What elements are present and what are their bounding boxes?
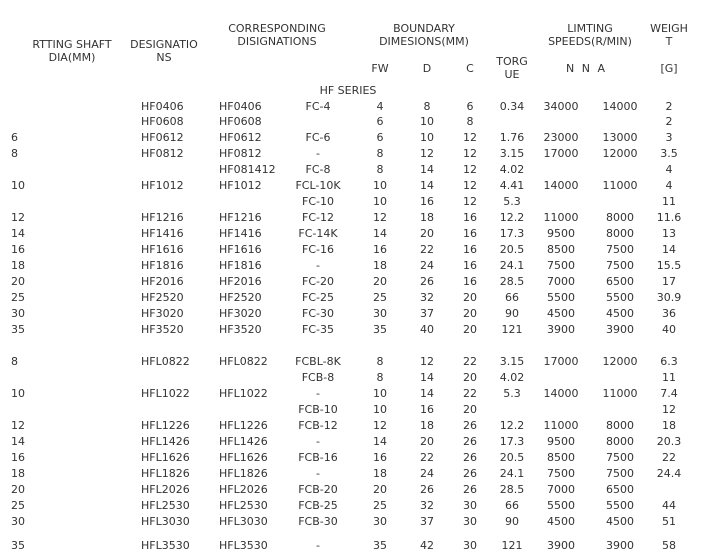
cell-s2: 7500 bbox=[606, 243, 634, 256]
header-torque-line2: UE bbox=[504, 68, 520, 81]
cell-s2: 13000 bbox=[602, 131, 638, 144]
cell-d: 26 bbox=[420, 275, 434, 288]
cell-torque: 5.3 bbox=[503, 195, 521, 208]
cell-corr1: HFL1226 bbox=[219, 419, 268, 432]
cell-corr2: FC-4 bbox=[305, 100, 331, 113]
cell-corr2: FC-25 bbox=[302, 291, 334, 304]
cell-corr2: FCB-12 bbox=[298, 419, 338, 432]
cell-w: 7.4 bbox=[660, 387, 678, 400]
cell-c: 22 bbox=[463, 355, 477, 368]
header-fw: FW bbox=[371, 62, 389, 75]
cell-corr2: FC-16 bbox=[302, 243, 334, 256]
cell-dia: 10 bbox=[11, 179, 25, 192]
header-designations-line2: NS bbox=[156, 51, 172, 64]
header-designations bbox=[124, 38, 204, 64]
cell-dia: 14 bbox=[11, 435, 25, 448]
cell-dia: 18 bbox=[11, 259, 25, 272]
cell-des: HF3020 bbox=[141, 307, 184, 320]
cell-dia: 12 bbox=[11, 419, 25, 432]
cell-dia: 20 bbox=[11, 275, 25, 288]
cell-fw: 10 bbox=[373, 179, 387, 192]
cell-fw: 25 bbox=[373, 499, 387, 512]
cell-corr1: HF081412 bbox=[219, 163, 276, 176]
cell-fw: 8 bbox=[376, 163, 384, 176]
cell-w: 14 bbox=[662, 243, 676, 256]
cell-torque: 4.41 bbox=[499, 179, 525, 192]
cell-c: 30 bbox=[463, 499, 477, 512]
cell-s2: 5500 bbox=[606, 291, 634, 304]
cell-corr1: HF1816 bbox=[219, 259, 262, 272]
header-torque-line1: TORG bbox=[496, 55, 528, 68]
cell-d: 18 bbox=[420, 419, 434, 432]
cell-corr2: FC-35 bbox=[302, 323, 334, 336]
series-label: HF SERIES bbox=[319, 84, 377, 97]
cell-c: 20 bbox=[463, 307, 477, 320]
header-corresponding bbox=[222, 22, 332, 48]
cell-des: HF1216 bbox=[141, 211, 184, 224]
header-weight-unit: [G] bbox=[660, 62, 678, 75]
cell-des: HFL1022 bbox=[141, 387, 190, 400]
cell-des: HF0612 bbox=[141, 131, 184, 144]
cell-des: HF2520 bbox=[141, 291, 184, 304]
cell-fw: 12 bbox=[373, 419, 387, 432]
cell-w: 36 bbox=[662, 307, 676, 320]
cell-w: 11.6 bbox=[656, 211, 682, 224]
cell-dia: 25 bbox=[11, 291, 25, 304]
cell-fw: 10 bbox=[373, 195, 387, 208]
cell-c: 30 bbox=[463, 539, 477, 552]
cell-s2: 11000 bbox=[602, 387, 638, 400]
cell-torque: 12.2 bbox=[499, 419, 525, 432]
cell-w: 22 bbox=[662, 451, 676, 464]
header-corresponding-line2: DISIGNATIONS bbox=[237, 35, 317, 48]
cell-s2: 14000 bbox=[602, 100, 638, 113]
cell-c: 26 bbox=[463, 419, 477, 432]
cell-dia: 35 bbox=[11, 323, 25, 336]
cell-corr1: HF0812 bbox=[219, 147, 262, 160]
cell-fw: 20 bbox=[373, 275, 387, 288]
cell-fw: 20 bbox=[373, 483, 387, 496]
cell-s2: 3900 bbox=[606, 539, 634, 552]
header-torque bbox=[490, 55, 534, 81]
cell-torque: 3.15 bbox=[499, 355, 525, 368]
cell-c: 16 bbox=[463, 227, 477, 240]
cell-torque: 20.5 bbox=[499, 243, 525, 256]
cell-w: 3 bbox=[665, 131, 673, 144]
cell-d: 37 bbox=[420, 515, 434, 528]
cell-corr2: - bbox=[316, 435, 320, 448]
cell-w: 30.9 bbox=[656, 291, 682, 304]
cell-corr2: - bbox=[316, 259, 320, 272]
header-boundary bbox=[372, 22, 476, 48]
cell-w: 51 bbox=[662, 515, 676, 528]
cell-d: 40 bbox=[420, 323, 434, 336]
header-speeds-line2: SPEEDS(R/MIN) bbox=[548, 35, 632, 48]
cell-w: 40 bbox=[662, 323, 676, 336]
cell-c: 16 bbox=[463, 259, 477, 272]
cell-s1: 8500 bbox=[547, 243, 575, 256]
cell-c: 12 bbox=[463, 195, 477, 208]
cell-w: 3.5 bbox=[660, 147, 678, 160]
cell-c: 20 bbox=[463, 323, 477, 336]
cell-s1: 5500 bbox=[547, 291, 575, 304]
cell-corr1: HFL1426 bbox=[219, 435, 268, 448]
header-d: D bbox=[422, 62, 432, 75]
cell-s1: 34000 bbox=[543, 100, 579, 113]
cell-s2: 8000 bbox=[606, 211, 634, 224]
cell-fw: 35 bbox=[373, 323, 387, 336]
cell-dia: 10 bbox=[11, 387, 25, 400]
cell-corr2: FCB-8 bbox=[301, 371, 335, 384]
cell-dia: 16 bbox=[11, 451, 25, 464]
cell-s2: 8000 bbox=[606, 227, 634, 240]
cell-corr2: - bbox=[316, 387, 320, 400]
cell-w: 20.3 bbox=[656, 435, 682, 448]
cell-corr2: - bbox=[316, 467, 320, 480]
cell-d: 22 bbox=[420, 451, 434, 464]
header-weight-line1: WEIGH bbox=[650, 22, 688, 35]
cell-s2: 8000 bbox=[606, 435, 634, 448]
cell-c: 26 bbox=[463, 435, 477, 448]
cell-d: 42 bbox=[420, 539, 434, 552]
cell-s2: 3900 bbox=[606, 323, 634, 336]
cell-des: HFL3530 bbox=[141, 539, 190, 552]
cell-fw: 16 bbox=[373, 451, 387, 464]
cell-corr2: FC-14K bbox=[298, 227, 338, 240]
cell-torque: 0.34 bbox=[499, 100, 525, 113]
cell-d: 14 bbox=[420, 179, 434, 192]
cell-des: HFL1826 bbox=[141, 467, 190, 480]
cell-des: HF0406 bbox=[141, 100, 184, 113]
cell-torque: 5.3 bbox=[503, 387, 521, 400]
cell-s2: 8000 bbox=[606, 419, 634, 432]
cell-corr2: FC-8 bbox=[305, 163, 331, 176]
cell-w: 4 bbox=[665, 179, 673, 192]
cell-torque: 1.76 bbox=[499, 131, 525, 144]
cell-d: 32 bbox=[420, 499, 434, 512]
cell-c: 22 bbox=[463, 387, 477, 400]
cell-fw: 8 bbox=[376, 147, 384, 160]
cell-s1: 4500 bbox=[547, 307, 575, 320]
cell-d: 24 bbox=[420, 467, 434, 480]
cell-torque: 17.3 bbox=[499, 435, 525, 448]
header-c: C bbox=[466, 62, 474, 75]
cell-dia: 16 bbox=[11, 243, 25, 256]
cell-corr2: - bbox=[316, 539, 320, 552]
cell-dia: 6 bbox=[11, 131, 18, 144]
cell-corr1: HF0406 bbox=[219, 100, 262, 113]
cell-des: HF0812 bbox=[141, 147, 184, 160]
cell-corr1: HFL1022 bbox=[219, 387, 268, 400]
cell-w: 58 bbox=[662, 539, 676, 552]
cell-c: 8 bbox=[466, 115, 474, 128]
cell-fw: 18 bbox=[373, 467, 387, 480]
cell-corr1: HF1416 bbox=[219, 227, 262, 240]
cell-corr2: FC-20 bbox=[302, 275, 334, 288]
cell-dia: 14 bbox=[11, 227, 25, 240]
cell-s1: 3900 bbox=[547, 323, 575, 336]
cell-fw: 14 bbox=[373, 227, 387, 240]
cell-torque: 4.02 bbox=[499, 371, 525, 384]
cell-des: HF1012 bbox=[141, 179, 184, 192]
cell-des: HFL0822 bbox=[141, 355, 190, 368]
cell-s2: 7500 bbox=[606, 467, 634, 480]
cell-des: HFL2026 bbox=[141, 483, 190, 496]
header-shaft-line2: DIA(MM) bbox=[48, 51, 96, 64]
cell-fw: 30 bbox=[373, 515, 387, 528]
cell-d: 20 bbox=[420, 227, 434, 240]
cell-d: 16 bbox=[420, 403, 434, 416]
cell-c: 30 bbox=[463, 515, 477, 528]
cell-s1: 14000 bbox=[543, 387, 579, 400]
cell-fw: 16 bbox=[373, 243, 387, 256]
cell-corr2: FCB-25 bbox=[298, 499, 338, 512]
cell-corr2: FCBL-8K bbox=[295, 355, 341, 368]
cell-fw: 10 bbox=[373, 387, 387, 400]
cell-dia: 8 bbox=[11, 355, 18, 368]
cell-d: 18 bbox=[420, 211, 434, 224]
cell-w: 4 bbox=[665, 163, 673, 176]
cell-s1: 3900 bbox=[547, 539, 575, 552]
cell-des: HFL1226 bbox=[141, 419, 190, 432]
cell-fw: 10 bbox=[373, 403, 387, 416]
header-corresponding-line1: CORRESPONDING bbox=[228, 22, 326, 35]
cell-c: 26 bbox=[463, 451, 477, 464]
cell-corr2: FCB-10 bbox=[298, 403, 338, 416]
cell-dia: 18 bbox=[11, 467, 25, 480]
cell-c: 16 bbox=[463, 243, 477, 256]
cell-w: 11 bbox=[662, 195, 676, 208]
cell-d: 20 bbox=[420, 435, 434, 448]
cell-torque: 90 bbox=[505, 515, 519, 528]
cell-d: 14 bbox=[420, 163, 434, 176]
cell-corr2: FCB-16 bbox=[298, 451, 338, 464]
cell-dia: 25 bbox=[11, 499, 25, 512]
cell-c: 26 bbox=[463, 467, 477, 480]
cell-s1: 7000 bbox=[547, 483, 575, 496]
cell-d: 10 bbox=[420, 115, 434, 128]
cell-corr2: FC-30 bbox=[302, 307, 334, 320]
cell-corr1: HF2520 bbox=[219, 291, 262, 304]
cell-torque: 4.02 bbox=[499, 163, 525, 176]
cell-torque: 121 bbox=[501, 539, 523, 552]
cell-corr1: HF0608 bbox=[219, 115, 262, 128]
cell-c: 20 bbox=[463, 291, 477, 304]
cell-torque: 24.1 bbox=[499, 467, 525, 480]
header-designations-line1: DESIGNATIO bbox=[130, 38, 198, 51]
cell-corr1: HFL2026 bbox=[219, 483, 268, 496]
cell-corr2: FCL-10K bbox=[295, 179, 341, 192]
cell-corr1: HF3520 bbox=[219, 323, 262, 336]
cell-fw: 25 bbox=[373, 291, 387, 304]
cell-corr2: FC-12 bbox=[302, 211, 334, 224]
cell-des: HFL3030 bbox=[141, 515, 190, 528]
cell-des: HFL2530 bbox=[141, 499, 190, 512]
cell-corr1: HFL2530 bbox=[219, 499, 268, 512]
cell-torque: 66 bbox=[505, 291, 519, 304]
cell-c: 12 bbox=[463, 147, 477, 160]
cell-w: 18 bbox=[662, 419, 676, 432]
cell-fw: 30 bbox=[373, 307, 387, 320]
cell-torque: 90 bbox=[505, 307, 519, 320]
cell-s2: 6500 bbox=[606, 275, 634, 288]
cell-dia: 35 bbox=[11, 539, 25, 552]
cell-fw: 35 bbox=[373, 539, 387, 552]
cell-fw: 8 bbox=[376, 355, 384, 368]
header-shaft-dia bbox=[22, 38, 122, 64]
cell-torque: 66 bbox=[505, 499, 519, 512]
cell-d: 22 bbox=[420, 243, 434, 256]
cell-d: 14 bbox=[420, 371, 434, 384]
header-shaft-line1: RTTING SHAFT bbox=[32, 38, 112, 51]
cell-corr1: HF1216 bbox=[219, 211, 262, 224]
cell-c: 12 bbox=[463, 163, 477, 176]
cell-corr1: HFL1626 bbox=[219, 451, 268, 464]
cell-des: HF1816 bbox=[141, 259, 184, 272]
cell-dia: 12 bbox=[11, 211, 25, 224]
cell-dia: 30 bbox=[11, 515, 25, 528]
cell-s2: 11000 bbox=[602, 179, 638, 192]
cell-d: 14 bbox=[420, 387, 434, 400]
cell-s2: 6500 bbox=[606, 483, 634, 496]
cell-d: 16 bbox=[420, 195, 434, 208]
cell-corr1: HF1012 bbox=[219, 179, 262, 192]
cell-fw: 6 bbox=[376, 131, 384, 144]
cell-w: 17 bbox=[662, 275, 676, 288]
header-speeds-sub: N N A bbox=[566, 62, 605, 75]
cell-c: 16 bbox=[463, 211, 477, 224]
cell-corr1: HF1616 bbox=[219, 243, 262, 256]
cell-des: HFL1626 bbox=[141, 451, 190, 464]
cell-corr2: FCB-20 bbox=[298, 483, 338, 496]
cell-torque: 28.5 bbox=[499, 483, 525, 496]
cell-torque: 121 bbox=[501, 323, 523, 336]
cell-corr1: HFL1826 bbox=[219, 467, 268, 480]
cell-corr2: FC-6 bbox=[305, 131, 331, 144]
cell-torque: 17.3 bbox=[499, 227, 525, 240]
cell-w: 13 bbox=[662, 227, 676, 240]
cell-fw: 18 bbox=[373, 259, 387, 272]
cell-fw: 4 bbox=[376, 100, 384, 113]
cell-s1: 4500 bbox=[547, 515, 575, 528]
cell-w: 11 bbox=[662, 371, 676, 384]
cell-des: HFL1426 bbox=[141, 435, 190, 448]
cell-s1: 14000 bbox=[543, 179, 579, 192]
cell-w: 2 bbox=[665, 100, 673, 113]
cell-des: HF1616 bbox=[141, 243, 184, 256]
cell-c: 20 bbox=[463, 403, 477, 416]
cell-corr2: FCB-30 bbox=[298, 515, 338, 528]
cell-corr1: HF2016 bbox=[219, 275, 262, 288]
cell-w: 6.3 bbox=[660, 355, 678, 368]
cell-c: 6 bbox=[466, 100, 474, 113]
cell-corr1: HF0612 bbox=[219, 131, 262, 144]
cell-c: 12 bbox=[463, 131, 477, 144]
cell-s1: 7500 bbox=[547, 467, 575, 480]
cell-s2: 7500 bbox=[606, 259, 634, 272]
cell-s1: 11000 bbox=[543, 419, 579, 432]
cell-s2: 4500 bbox=[606, 515, 634, 528]
cell-corr1: HF3020 bbox=[219, 307, 262, 320]
cell-s1: 17000 bbox=[543, 147, 579, 160]
cell-s1: 9500 bbox=[547, 435, 575, 448]
cell-s2: 5500 bbox=[606, 499, 634, 512]
cell-c: 20 bbox=[463, 371, 477, 384]
cell-d: 10 bbox=[420, 131, 434, 144]
cell-s2: 7500 bbox=[606, 451, 634, 464]
cell-s1: 7000 bbox=[547, 275, 575, 288]
cell-torque: 12.2 bbox=[499, 211, 525, 224]
cell-s2: 12000 bbox=[602, 147, 638, 160]
cell-w: 24.4 bbox=[656, 467, 682, 480]
cell-s1: 5500 bbox=[547, 499, 575, 512]
cell-c: 16 bbox=[463, 275, 477, 288]
cell-dia: 8 bbox=[11, 147, 18, 160]
header-boundary-line1: BOUNDARY bbox=[393, 22, 455, 35]
cell-torque: 24.1 bbox=[499, 259, 525, 272]
cell-fw: 14 bbox=[373, 435, 387, 448]
cell-corr1: HFL0822 bbox=[219, 355, 268, 368]
cell-s1: 7500 bbox=[547, 259, 575, 272]
cell-d: 32 bbox=[420, 291, 434, 304]
header-weight-line2: T bbox=[665, 35, 673, 48]
cell-w: 15.5 bbox=[656, 259, 682, 272]
cell-corr1: HFL3030 bbox=[219, 515, 268, 528]
header-weight bbox=[644, 22, 694, 48]
header-speeds-line1: LIMTING bbox=[567, 22, 613, 35]
cell-d: 8 bbox=[423, 100, 431, 113]
cell-s1: 9500 bbox=[547, 227, 575, 240]
cell-torque: 28.5 bbox=[499, 275, 525, 288]
cell-w: 44 bbox=[662, 499, 676, 512]
cell-corr1: HFL3530 bbox=[219, 539, 268, 552]
cell-s1: 23000 bbox=[543, 131, 579, 144]
cell-fw: 12 bbox=[373, 211, 387, 224]
cell-fw: 6 bbox=[376, 115, 384, 128]
cell-c: 26 bbox=[463, 483, 477, 496]
cell-s2: 4500 bbox=[606, 307, 634, 320]
cell-des: HF0608 bbox=[141, 115, 184, 128]
header-boundary-line2: DIMESIONS(MM) bbox=[379, 35, 469, 48]
cell-d: 12 bbox=[420, 355, 434, 368]
cell-w: 2 bbox=[665, 115, 673, 128]
cell-fw: 8 bbox=[376, 371, 384, 384]
cell-d: 37 bbox=[420, 307, 434, 320]
cell-des: HF3520 bbox=[141, 323, 184, 336]
cell-d: 26 bbox=[420, 483, 434, 496]
cell-des: HF2016 bbox=[141, 275, 184, 288]
header-speeds bbox=[542, 22, 638, 48]
cell-s1: 17000 bbox=[543, 355, 579, 368]
cell-dia: 20 bbox=[11, 483, 25, 496]
cell-torque: 20.5 bbox=[499, 451, 525, 464]
cell-corr2: - bbox=[316, 147, 320, 160]
cell-s1: 8500 bbox=[547, 451, 575, 464]
cell-w: 12 bbox=[662, 403, 676, 416]
cell-torque: 3.15 bbox=[499, 147, 525, 160]
cell-des: HF1416 bbox=[141, 227, 184, 240]
cell-dia: 30 bbox=[11, 307, 25, 320]
cell-s2: 12000 bbox=[602, 355, 638, 368]
cell-d: 12 bbox=[420, 147, 434, 160]
cell-d: 24 bbox=[420, 259, 434, 272]
cell-s1: 11000 bbox=[543, 211, 579, 224]
cell-corr2: FC-10 bbox=[302, 195, 334, 208]
cell-c: 12 bbox=[463, 179, 477, 192]
